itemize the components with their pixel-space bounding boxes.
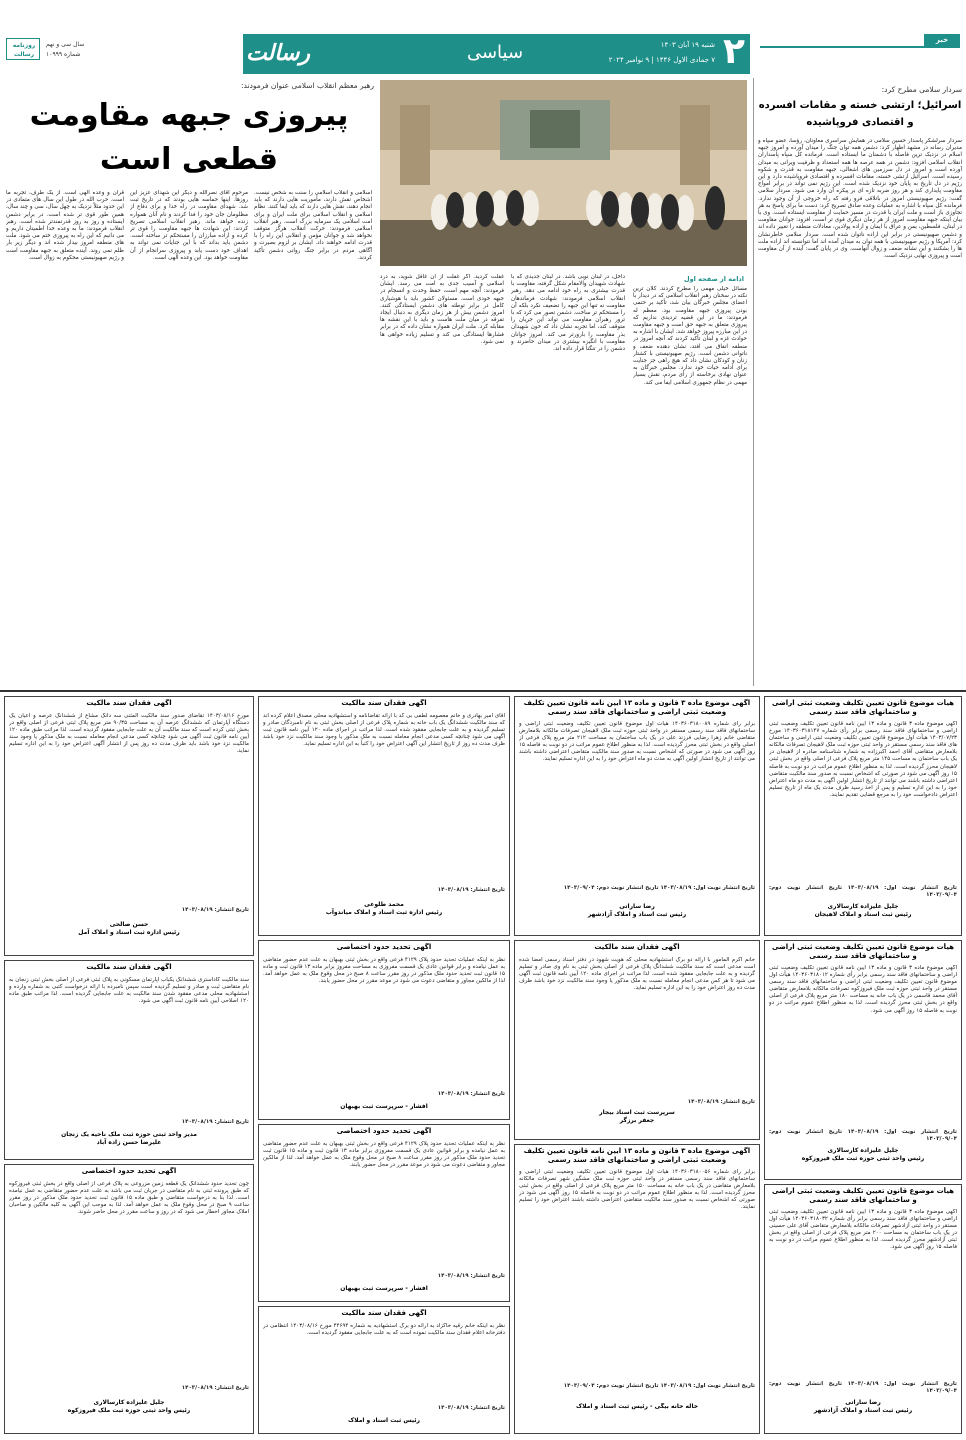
section-title: سیاسی xyxy=(466,42,524,63)
notice-9: هیأت موضوع قانون تعیین تکلیف وضعیت ثبتی اراضی و ساختمانهای فاقد سند رسمی آگهی موضوع ماده ۳ قانون و ماده ۱۳ آیین نامه قانون تعیین تکلیف وضعیت ثبتی اراضی و ساختمانهای فاقد سند رسمی برابر رأی شماره ۱۴۰۳۶۰۳۱۸۰۳۲ هیأت اول مستقر در واحد ثبتی آزادشهر تصرفات مالکانه بلامعارض متقاضی آقای علی حسینی در یک باب ساختمان به مساحت ۲۰۰ متر مربع پلاک فرعی از اصلی واقع در بخش ثبتی آزادشهر محرز گردیده است. لذا به منظور اطلاع عموم مراتب در دو نوبت به فاصله ۱۵ روز آگهی می شود. تاریخ انتشار نوبت اول: ۱۴۰۳/۰۸/۱۹ تاریخ انتشار نوبت دوم: ۱۴۰۳/۰۹/۰۴ رضا ساراتی رئیس ثبت اسناد و املاک آزادشهر xyxy=(764,1184,962,1434)
story-column-3: غفلت کردید. اگر غفلت از آن غافل شوید، به درد اسلامی و آسیب جدی به امت می رسد. ایشان فرمودند: آنچه مهم است، حفظ وحدت و انسجام در جبهه خودی است. مسئولان کشور باید با هوشیاری کامل در برابر توطئه های دشمن ایستادگی کنند. امروز دشمن بیش از هر زمان دیگری به دنبال ایجاد تفرقه در میان ملت هاست و باید با این نقشه ها مقابله کرد. ملت ایران همواره نشان داده که در برابر فشارها ایستادگی می کند و تسلیم زیاده خواهی ها نمی شود. xyxy=(380,274,504,345)
sidebar-body: سردار سرلشکر پاسدار حسین سلامی در همایش سراسری معاونان، رؤسا، عضو سپاه و مدیران رسانه در مشهد اظهار کرد: دشمن همه توان جنگ را میدان آورده و امروز جبهه اسلام در نزدیک ترین فاصله با دشمنان ما ایستاده است. فرمانده کل سپاه پاسداران انقلاب اسلامی افزود: دشمن در همه عرصه ها همه استعداد و ظرفیت ویرانی به میدان آورده است و امروز در دل سرزمین های اشغالی، جبهه مقاومت به قدرت و شکوه رسیده است. اسرائیل ارتشی خسته، مقامات افسرده و اقتصادی فروپاشیده دارد و این رژیم در دل تاریخ به پایان خود نزدیک شده است. این رژیم نمی تواند در برابر امواج مقاومت پایداری کند و هر روز ضربه تازه ای بر پیکره آن وارد می شود. سردار سلامی گفت: رژیم صهیونیستی امروز در باتلاقی فرو رفته که راه خروجی از آن وجود ندارد. فرمانده کل سپاه با اشاره به عملیات وعده صادق تصریح کرد: دست ما برای پاسخ به هر تجاوزی باز است و ملت ایران با قدرت در مسیر حمایت از مقاومت ایستاده است. وی با بیان اینکه جبهه مقاومت امروز از هر زمان دیگری قوی تر است، افزود: جوانان مقاومت در لبنان، فلسطین، یمن و عراق با ایمان و اراده پولادین، معادلات منطقه را تغییر داده اند و دشمن صهیونیستی در برابر این اراده ناتوان شده است. سردار سلامی خاطرنشان کرد: آمریکا و رژیم صهیونیستی با همه توان به میدان آمده اند اما نتوانسته اند اراده ملت ها را بشکنند و این نشانه ضعف و زوال آنهاست. وی در پایان گفت: آینده از آن مقاومت است و پیروزی نهایی نزدیک است. xyxy=(758,138,962,260)
notice-5: هیأت موضوع قانون تعیین تکلیف وضعیت ثبتی اراضی و ساختمانهای فاقد سند رسمی آگهی موضوع ماده ۳ قانون و ماده ۱۳ آیین نامه قانون تعیین تکلیف وضعیت ثبتی اراضی و ساختمانهای فاقد سند رسمی برابر رأی شماره ۱۴۰۳۶۰۳۱۸۰۱۲ هیأت اول موضوع قانون تعیین تکلیف وضعیت ثبتی اراضی و ساختمانهای فاقد سند رسمی مستقر در واحد ثبتی حوزه ثبت ملک فیروزکوه تصرفات مالکانه بلامعارض متقاضی آقای محمد قاسمی در یک باب خانه به مساحت ۱۸۰ متر مربع پلاک فرعی از اصلی واقع در بخش ثبتی محرز گردیده است. لذا به منظور اطلاع عموم مراتب در دو نوبت به فاصله ۱۵ روز آگهی می شود. تاریخ انتشار نوبت اول: ۱۴۰۳/۰۸/۱۹ تاریخ انتشار نوبت دوم: ۱۴۰۳/۰۹/۰۴ جلیل علیزاده کارسالاری رئیس واحد ثبتی حوزه ثبت ملک فیروزکوه xyxy=(764,940,962,1180)
meeting-photo xyxy=(380,80,747,266)
notice-6: آگهی فقدان سند مالکیت خانم اکرم المأمور با ارائه دو برگ استشهادیه محلی که هویت شهود در دفتر اسناد رسمی امضا شده است مدعی است که سند مالکیت ششدانگ پلاک فرعی از اصلی بخش ثبتی به نام وی صادر و تسلیم گردیده و به علت جابجایی مفقود شده است. لذا مراتب در اجرای ماده ۱۲۰ آیین نامه قانون ثبت آگهی می شود تا هر کس مدعی انجام معامله نسبت به ملک مذکور یا وجود سند مالکیت نزد خود باشد ظرف مدت ده روز اعتراض خود را به این اداره تسلیم نماید. تاریخ انتشار: ۱۴۰۳/۰۸/۱۹ سرپرست ثبت اسناد بیجار جعفر برزگر xyxy=(514,940,760,1140)
notice-1: هیأت موضوع قانون تعیین تکلیف وضعیت ثبتی اراضی و ساختمانهای فاقد سند رسمی آگهی موضوع ماده ۳ قانون و ماده ۱۳ آیین نامه قانون تعیین تکلیف وضعیت ثبتی اراضی و ساختمانهای فاقد سند رسمی برابر رأی شماره ۱۴۰۳۶۰۳۱۸۱۴۷ مورخ ۱۴۰۳/۰۷/۲۳ هیأت اول موضوع قانون تعیین تکلیف وضعیت ثبتی اراضی و ساختمان های فاقد سند رسمی مستقر در واحد ثبتی حوزه ثبت ملک لاهیجان تصرفات مالکانه بلامعارض متقاضی آقای احمد اکبرزاده به شماره شناسنامه صادره از لاهیجان در یک باب ساختمان به مساحت ۱۴۵ متر مربع پلاک فرعی از اصلی واقع در بخش ثبتی لاهیجان محرز گردیده است. لذا به منظور اطلاع عموم مراتب در دو نوبت به فاصله ۱۵ روز آگهی می شود در صورتی که اشخاص نسبت به صدور سند مالکیت متقاضی اعتراضی داشته باشند می توانند از تاریخ انتشار اولین آگهی به مدت دو ماه اعتراض خود را به این اداره تسلیم و پس از اخذ رسید ظرف مدت یک ماه از تاریخ تسلیم اعتراض دادخواست خود را به مرجع قضایی تقدیم نمایند. تاریخ انتشار نوبت اول: ۱۴۰۳/۰۸/۱۹ تاریخ انتشار نوبت دوم: ۱۴۰۳/۰۹/۰۴ جلیل علیزاده کارسالاری رئیس ثبت اسناد و املاک لاهیجان xyxy=(764,696,962,936)
notice-2: آگهی موضوع ماده ۳ قانون و ماده ۱۳ آیین نامه قانون تعیین تکلیف وضعیت ثبتی اراضی و ساختمانهای فاقد سند رسمی برابر رأی شماره ۱۴۰۳۶۰۳۱۸۰۰۸۹ هیأت اول موضوع قانون تعیین تکلیف وضعیت ثبتی اراضی و ساختمانهای فاقد سند رسمی مستقر در واحد ثبتی حوزه ثبت ملک لاهیجان تصرفات مالکانه بلامعارض متقاضی خانم زهرا رضایی فرزند علی در یک باب ساختمان به مساحت ۲۱۲ متر مربع پلاک فرعی از اصلی واقع در بخش ثبتی محرز گردیده است. لذا به منظور اطلاع عموم مراتب در دو نوبت به فاصله ۱۵ روز آگهی می شود در صورتی که اشخاص نسبت به صدور سند مالکیت متقاضی اعتراضی داشته باشند می توانند از تاریخ انتشار اولین آگهی به مدت دو ماه اعتراض خود را به این اداره تسلیم نمایند. تاریخ انتشار نوبت اول: ۱۴۰۳/۰۸/۱۹ تاریخ انتشار نوبت دوم: ۱۴۰۳/۰۹/۰۴ رضا ساراتی رئیس ثبت اسناد و املاک آزادشهر xyxy=(514,696,760,936)
news-label: خبر xyxy=(924,34,960,46)
notice-11: آگهی تحدید حدود اختصاصی نظر به اینکه عملیات تحدید حدود پلاک ۴۱۲۹ فرعی واقع در بخش ثبتی بهبهان به علت عدم حضور متقاضی به عمل نیامده و برابر قوانین عادی یک قسمت مفروزی برابر ماده ۱۳ قانون ثبت و ماده ۱۵ قانون ثبت تحدید حدود ملک مذکور در روز مقرر ساعت ۸ صبح در محل وقوع ملک به عمل خواهد آمد. لذا از مالکین مجاور و متقاضی دعوت می شود در موعد مقرر در محل حضور یابند. تاریخ انتشار: ۱۴۰۳/۰۸/۱۹ افشار - سرپرست ثبت بهبهان xyxy=(258,1124,510,1302)
sidebar-news xyxy=(758,70,962,680)
section-divider xyxy=(0,690,966,692)
story-column-4: اسلامی و انقلاب اسلامی را سنت به شخص نیست. اشخاص نقش دارند، مأموریت هایی دارند که باید انجام دهند، نقش هایی دارند که باید ایفا کنند. نظام اسلامی و انقلاب اسلامی برای ملت ایران و برای امت اسلامی یک سرمایه بزرگ است. رهبر انقلاب اسلامی فرمودند: حرکت انقلاب هرگز متوقف نخواهد شد و جوانان مؤمن و انقلابی این راه را با قدرت ادامه خواهند داد. ایشان بر لزوم بصیرت و آگاهی مردم در برابر جنگ روانی دشمن تأکید کردند. xyxy=(254,190,372,261)
column-divider xyxy=(753,78,754,686)
sidebar-kicker: سردار سلامی مطرح کرد: xyxy=(881,85,962,94)
main-kicker: رهبر معظم انقلاب اسلامی عنوان فرمودند: xyxy=(240,81,374,90)
main-story xyxy=(4,78,749,688)
main-headline-line1: پیروزی جبهه مقاومت xyxy=(29,98,349,133)
date-persian: شنبه ۱۹ آبان ۱۴۰۳ xyxy=(660,41,715,49)
news-label-bar xyxy=(760,34,960,48)
small-logo: روزنامه رسالت xyxy=(6,38,40,60)
issue-year: سال سی و نهم xyxy=(46,41,85,48)
notice-10: آگهی موضوع ماده ۳ قانون و ماده ۱۳ آیین نامه قانون تعیین تکلیف وضعیت ثبتی اراضی و ساختمانهای فاقد سند رسمی برابر رأی شماره ۱۴۰۳۶۰۳۱۸۰۰۵۶ هیأت اول موضوع قانون تعیین تکلیف وضعیت ثبتی اراضی و ساختمانهای فاقد سند رسمی مستقر در واحد ثبتی حوزه ثبت ملک مشگین شهر تصرفات مالکانه بلامعارض متقاضی در یک باب خانه به مساحت ۱۵۰ متر مربع پلاک فرعی از اصلی واقع در بخش ثبتی محرز گردیده است. لذا به منظور اطلاع عموم مراتب در دو نوبت به فاصله ۱۵ روز آگهی می شود در صورتی که اشخاص نسبت به صدور سند مالکیت متقاضی اعتراضی داشته باشند اعتراض خود را تسلیم نمایند. تاریخ انتشار نوبت اول: ۱۴۰۳/۰۸/۱۹ تاریخ انتشار نوبت دوم: ۱۴۰۳/۰۹/۰۴ خاله خانه بیگی - رئیس ثبت اسناد و املاک xyxy=(514,1144,760,1434)
masthead xyxy=(0,0,966,78)
main-headline-line2: قطعی است xyxy=(99,142,279,177)
notice-4: آگهی فقدان سند مالکیت مورخ ۱۴۰۳/۰۸/۱۶ تقاضای صدور سند مالکیت المثنی سه دانگ مشاع از ششدانگ عرصه و اعیان یک دستگاه آپارتمان که ششدانگ عرصه آن به مساحت ۹۰/۳۵ متر مربع پلاک ثبتی فرعی از اصلی واقع در بخش ثبتی کرده است که سند مالکیت آن به علت جابجایی مفقود گردیده است. لذا مراتب طبق ماده ۱۲۰ آیین نامه قانون ثبت آگهی می شود چنانچه کسی مدعی انجام معامله نسبت به ملک مذکور یا وجود سند مالکیت نزد خود باشد باید ظرف مدت ده روز پس از انتشار آگهی اعتراض خود را به این اداره تسلیم نماید. تاریخ انتشار: ۱۴۰۳/۰۸/۱۹ حسن صالحی رئیس اداره ثبت اسناد و املاک آمل xyxy=(4,696,254,956)
meeting-photo-illustration xyxy=(380,80,747,266)
date-hijri-gregorian: ۷ جمادی الاول ۱۴۴۶ | ۹ نوامبر ۲۰۲۴ xyxy=(608,56,715,64)
issue-number: شماره ۱۰۹۹۹ xyxy=(46,51,81,58)
notice-8: آگهی فقدان سند مالکیت سند مالکیت کاداستری ششدانگ یکباب آپارتمان مسکونی به پلاک ثبتی فرعی از اصلی بخش ثبتی زنجان به نام متقاضی ثبت و صادر و تسلیم گردیده است سپس نامبرده با ارائه درخواست کتبی به شماره وارده و استشهادیه محلی مدعی مفقود شدن سند مالکیت به علت جابجایی گردیده است. لذا مراتب طبق ماده ۱۲۰ اصلاحی آیین نامه قانون ثبت آگهی می شود. تاریخ انتشار: ۱۴۰۳/۰۸/۱۹ مدیر واحد ثبتی حوزه ثبت ملک ناحیه یک زنجان علیرضا حسن زاده آباد xyxy=(4,960,254,1160)
notice-7: آگهی تحدید حدود اختصاصی نظر به اینکه عملیات تحدید حدود پلاک ۴۱۲۹ فرعی واقع در بخش ثبتی بهبهان به علت عدم حضور متقاضی به عمل نیامده و برابر قوانین عادی یک قسمت مفروزی به مساحت مفروز برابر ماده ۱۳ قانون ثبت و ماده ۱۵ قانون ثبت تحدید حدود ملک مذکور در روز مقرر ساعت ۸ صبح در محل وقوع ملک به عمل خواهد آمد. لذا از مالکین مجاور و متقاضی دعوت می شود در موعد مقرر در محل حضور یابند. تاریخ انتشار: ۱۴۰۳/۰۸/۱۹ افشار - سرپرست ثبت بهبهان xyxy=(258,940,510,1120)
sidebar-headline: اسرائیل؛ ارتشی خسته و مقامات افسرده و اقتصادی فروپاشیده xyxy=(758,100,962,128)
continued-label: ادامه از صفحه اول xyxy=(683,275,744,283)
story-column-6: قرآن و وعده الهی است. از یک طرف، تجربه ما است. حرب الله در طول این سال های متمادی در این حدود مثلاً نزدیک به چهل سال، سی و چند سال، همین طور قوی تر شده است. در برابر دشمن ایستاده و روز به روز قدرتمندتر شده است. رهبر انقلاب فرمودند: ما به وعده خدا اطمینان داریم و می دانیم که این راه به پیروزی ختم می شود. ملت های منطقه امروز بیدار شده اند و دیگر زیر بار ظلم نمی روند. آینده متعلق به جبهه مقاومت است و رژیم صهیونیستی محکوم به زوال است. xyxy=(6,190,124,261)
story-column-5: مرحوم آقای نصرالله و دیگر این شهدای عزیز این روزها. اینها حماسه هایی بودند که در تاریخ ثبت شد. شهدای مقاومت در راه خدا و برای دفاع از مظلومان جان خود را فدا کردند و نام آنان همواره زنده خواهد ماند. رهبر انقلاب اسلامی تصریح کردند: این شهادت ها جبهه مقاومت را قوی تر کرده و اراده مبارزان را مستحکم تر ساخته است. دشمن باید بداند که با این جنایات نمی تواند به اهداف خود دست یابد و پیروزی سرانجام از آن مقاومت خواهد بود. این وعده الهی است. xyxy=(130,190,248,261)
story-column-1: مسائل خیلی مهمی را مطرح کردند. کلان ترین نکته در سخنان رهبر انقلاب اسلامی که در دیدار با اعضای مجلس خبرگان بیان شد، تأکید بر حتمی بودن پیروزی جبهه مقاومت بود. معظم له فرمودند: ما در این قضیه تردیدی نداریم که پیروزی متعلق به جبهه حق است و جبهه مقاومت در این مبارزه پیروز خواهد شد. ایشان با اشاره به حوادث غزه و لبنان تأکید کردند که آنچه امروز در منطقه اتفاق می افتد، نشان دهنده ضعف و ناتوانی دشمن است. رژیم صهیونیستی با کشتار زنان و کودکان نشان داد که هیچ راهی جز جنایت برای ادامه حیات خود ندارد. مجلس خبرگان به عنوان نهادی برخاسته از رأی مردم، نقش بسیار مهمی در نظام جمهوری اسلامی ایفا می کند. xyxy=(633,286,747,386)
newspaper-logo: رسالت xyxy=(245,40,311,66)
notice-12: آگهی تحدید حدود اختصاصی چون تحدید حدود ششدانگ یک قطعه زمین مزروعی به پلاک فرعی از اصلی واقع در بخش ثبتی فیروزکوه که طبق پرونده ثبتی به نام متقاضی در جریان ثبت می باشد به علت عدم حضور متقاضی به عمل نیامده است. لذا بنا به درخواست متقاضی و طبق ماده ۱۵ قانون ثبت تحدید حدود ملک مذکور در روز مقرر ساعت ۹ صبح در محل وقوع ملک به عمل خواهد آمد. لذا به موجب این آگهی به کلیه مالکین و صاحبان املاک مجاور اخطار می شود که در روز و ساعت مقرر در محل حاضر شوند. تاریخ انتشار: ۱۴۰۳/۰۸/۱۹ جلیل علیزاده کارسالاری رئیس واحد ثبتی حوزه ثبت ملک فیروزکوه xyxy=(4,1164,254,1434)
notice-13: آگهی فقدان سند مالکیت نظر به اینکه خانم رقیه خاکزاد به ارائه دو برگ استشهادیه به شماره ۴۴۶۹۴ مورخ ۱۴۰۳/۰۸/۱۶ انتظامی در دفترخانه اعلام فقدان سند مالکیت نموده است که به علت جابجایی مفقود گردیده است. تاریخ انتشار: ۱۴۰۳/۰۸/۱۹ رئیس ثبت اسناد و املاک xyxy=(258,1306,510,1434)
story-column-2: داخل، در لبنان نوبی باشد. در لبنان جدیدی که با شهادت شهیدان والامقام شکل گرفته، مقاومت با قدرت بیشتری به راه خود ادامه می دهد. رهبر انقلاب اسلامی فرمودند: شهادت فرماندهان مقاومت نه تنها این جبهه را تضعیف نکرد بلکه آن را مستحکم تر ساخت. دشمن تصور می کرد که با ترور رهبران مقاومت می تواند این جریان را متوقف کند، اما تجربه نشان داد که خون شهیدان بذر مقاومت را بارورتر می کند. امروز جوانان مقاومت با انگیزه بیشتری در میدان حاضرند و دشمن را در تنگنا قرار داده اند. xyxy=(511,274,625,353)
page-number: ۲ xyxy=(723,31,745,72)
notice-3: آگهی فقدان سند مالکیت آقای امیر بهادری و خانم معصومه لطفی بی کد با ارائه تقاضانامه و استشهادیه محلی مصدق اعلام کرده اند که سند مالکیت ششدانگ یک باب خانه به شماره پلاک فرعی از اصلی بخش ثبتی به نام نامبردگان صادر و تسلیم گردیده و به علت جابجایی مفقود شده است. لذا مراتب در اجرای ماده ۱۲۰ آیین نامه قانون ثبت آگهی می شود چنانچه کسی مدعی انجام معامله نسبت به ملک مذکور یا وجود سند مالکیت نزد خود باشد ظرف مدت ده روز از تاریخ انتشار این آگهی اعتراض خود را کتباً به این اداره تسلیم نماید. تاریخ انتشار: ۱۴۰۳/۰۸/۱۹ محمد طلوعی رئیس اداره ثبت اسناد و املاک میاندوآب xyxy=(258,696,510,936)
